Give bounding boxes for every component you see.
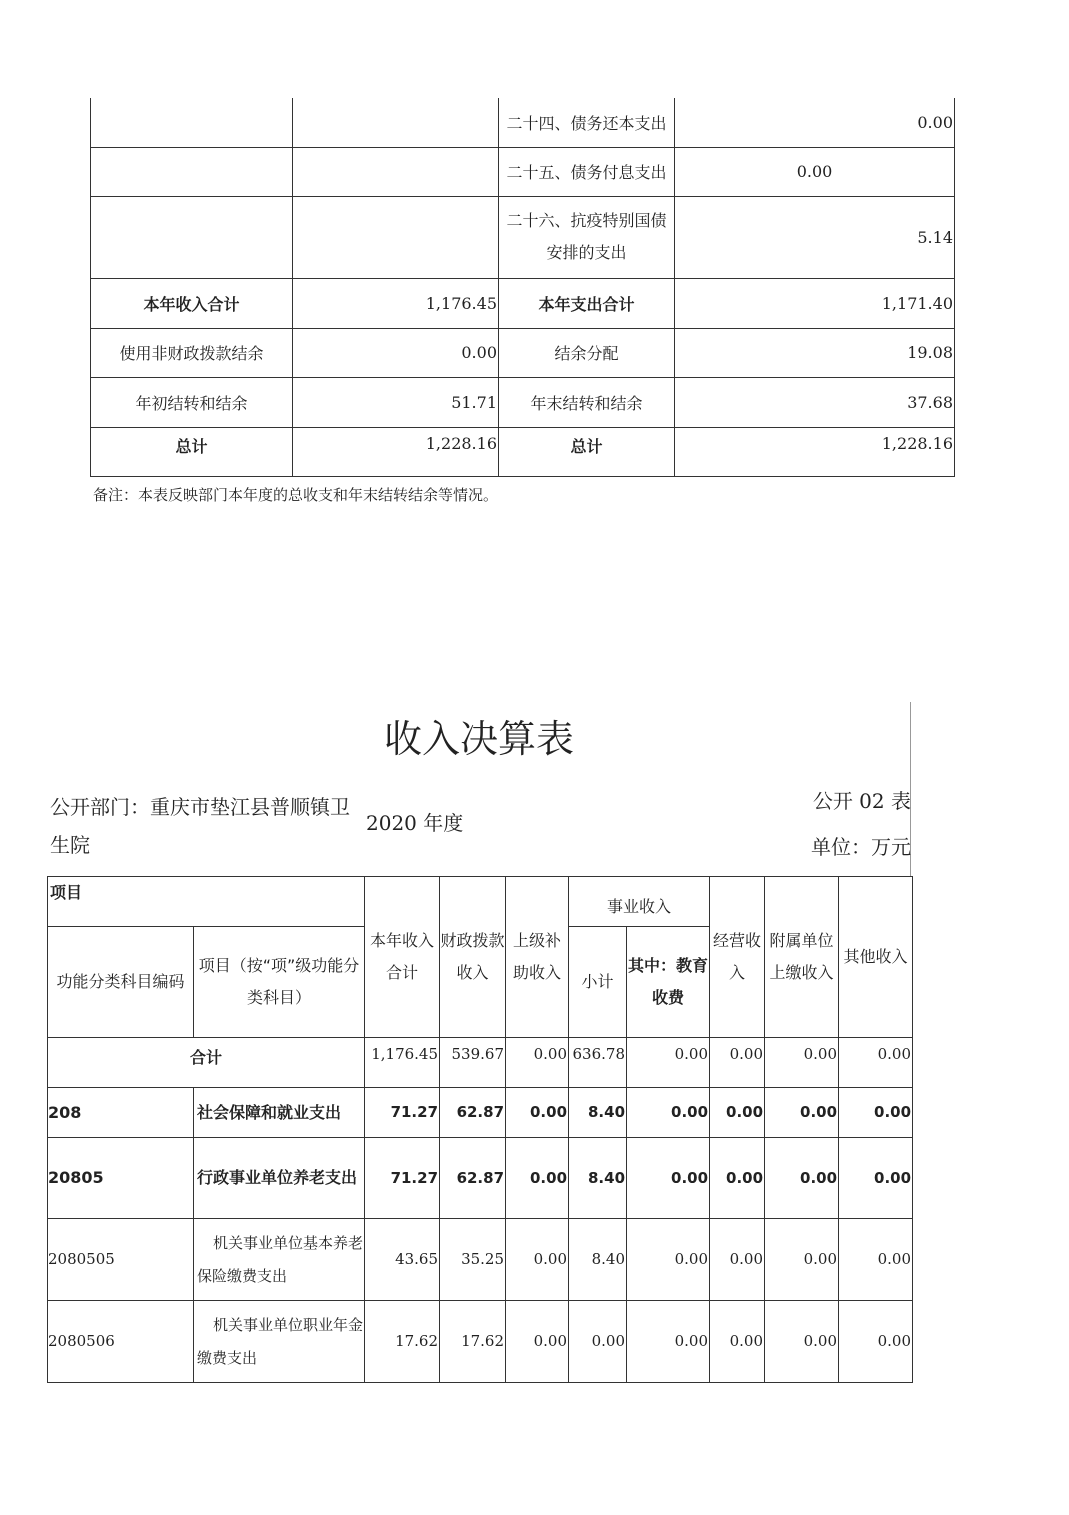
cell: 17.62 <box>365 1301 440 1383</box>
header-other: 其他收入 <box>839 877 913 1038</box>
header-total: 本年收入合计 <box>365 877 440 1038</box>
cell: 0.00 <box>675 98 955 147</box>
total-row <box>48 1038 913 1088</box>
cell: 17.62 <box>440 1301 506 1383</box>
cell: 0.00 <box>506 1038 569 1088</box>
cell: 1,176.45 <box>293 278 499 328</box>
cell <box>293 98 499 147</box>
name-cell: 社会保障和就业支出 <box>194 1088 365 1138</box>
cell: 539.67 <box>440 1038 506 1088</box>
cell: 0.00 <box>710 1219 765 1301</box>
cell: 0.00 <box>710 1038 765 1088</box>
name-cell: 机关事业单位基本养老保险缴费支出 <box>194 1219 365 1301</box>
year-label: 2020 年度 <box>366 811 464 835</box>
cell: 0.00 <box>675 147 955 196</box>
table-row <box>91 278 955 328</box>
cell: 5.14 <box>675 196 955 278</box>
header-project: 项目 <box>48 877 365 927</box>
cell <box>293 147 499 196</box>
header-career-edu: 其中：教育收费 <box>627 927 710 1038</box>
cell: 0.00 <box>765 1219 839 1301</box>
cell: 0.00 <box>506 1138 569 1219</box>
cell: 1,228.16 <box>675 427 955 476</box>
cell: 71.27 <box>365 1138 440 1219</box>
cell: 0.00 <box>506 1219 569 1301</box>
cell: 0.00 <box>839 1301 913 1383</box>
cell: 0.00 <box>765 1038 839 1088</box>
table-row <box>91 328 955 377</box>
cell: 年初结转和结余 <box>91 377 293 427</box>
cell: 51.71 <box>293 377 499 427</box>
code-cell: 208 <box>48 1088 194 1138</box>
cell: 1,171.40 <box>675 278 955 328</box>
header-fiscal: 财政拨款收入 <box>440 877 506 1038</box>
table-row <box>91 196 955 278</box>
cell: 使用非财政拨款结余 <box>91 328 293 377</box>
total-label: 合计 <box>48 1038 365 1088</box>
cell: 0.00 <box>506 1088 569 1138</box>
cell: 0.00 <box>765 1088 839 1138</box>
name-cell: 行政事业单位养老支出 <box>194 1138 365 1219</box>
cell: 62.87 <box>440 1088 506 1138</box>
cell: 结余分配 <box>499 328 675 377</box>
header-superior: 上级补助收入 <box>506 877 569 1038</box>
cell: 0.00 <box>293 328 499 377</box>
table-row <box>48 1088 913 1138</box>
cell: 8.40 <box>569 1219 627 1301</box>
cell: 总计 <box>499 427 675 476</box>
cell: 本年支出合计 <box>499 278 675 328</box>
income-table <box>47 876 913 1383</box>
table-row <box>48 1219 913 1301</box>
cell: 0.00 <box>506 1301 569 1383</box>
cell: 62.87 <box>440 1138 506 1219</box>
page-title: 收入决算表 <box>383 717 574 761</box>
header-career: 事业收入 <box>569 877 710 927</box>
table-number: 公开 02 表 <box>812 789 911 813</box>
cell: 二十五、债务付息支出 <box>499 147 675 196</box>
cell <box>91 196 293 278</box>
cell: 0.00 <box>839 1138 913 1219</box>
cell: 0.00 <box>710 1138 765 1219</box>
summary-table <box>90 98 955 477</box>
cell <box>91 98 293 147</box>
cell: 1,228.16 <box>293 427 499 476</box>
cell: 8.40 <box>569 1088 627 1138</box>
cell: 0.00 <box>627 1138 710 1219</box>
cell: 0.00 <box>765 1301 839 1383</box>
cell: 71.27 <box>365 1088 440 1138</box>
cell: 本年收入合计 <box>91 278 293 328</box>
header-item: 项目（按“项”级功能分类科目） <box>194 927 365 1038</box>
code-cell: 2080505 <box>48 1219 194 1301</box>
cell: 1,176.45 <box>365 1038 440 1088</box>
cell: 636.78 <box>569 1038 627 1088</box>
cell: 19.08 <box>675 328 955 377</box>
cell: 35.25 <box>440 1219 506 1301</box>
cell <box>91 147 293 196</box>
header-affiliated: 附属单位上缴收入 <box>765 877 839 1038</box>
cell: 0.00 <box>710 1301 765 1383</box>
cell: 0.00 <box>569 1301 627 1383</box>
cell: 二十四、债务还本支出 <box>499 98 675 147</box>
cell: 43.65 <box>365 1219 440 1301</box>
table-row <box>91 147 955 196</box>
department-label: 公开部门：重庆市垫江县普顺镇卫生院 <box>50 795 350 857</box>
table-row <box>91 377 955 427</box>
table-row <box>91 427 955 476</box>
table-note: 备注：本表反映部门本年度的总收支和年末结转结余等情况。 <box>93 486 499 504</box>
table-row <box>48 1301 913 1383</box>
code-cell: 20805 <box>48 1138 194 1219</box>
table-row <box>48 1138 913 1219</box>
name-cell: 机关事业单位职业年金缴费支出 <box>194 1301 365 1383</box>
cell: 0.00 <box>627 1219 710 1301</box>
header-career-subtotal: 小计 <box>569 927 627 1038</box>
cell: 0.00 <box>710 1088 765 1138</box>
cell: 8.40 <box>569 1138 627 1219</box>
cell: 二十六、抗疫特别国债安排的支出 <box>499 196 675 278</box>
code-cell: 2080506 <box>48 1301 194 1383</box>
table-row <box>91 98 955 147</box>
cell: 0.00 <box>627 1038 710 1088</box>
cell: 0.00 <box>839 1038 913 1088</box>
header-code: 功能分类科目编码 <box>48 927 194 1038</box>
unit-label: 单位：万元 <box>811 835 911 859</box>
cell: 0.00 <box>627 1088 710 1138</box>
header-row <box>48 877 913 927</box>
cell: 0.00 <box>765 1138 839 1219</box>
cell: 0.00 <box>839 1219 913 1301</box>
cell: 总计 <box>91 427 293 476</box>
header-operation: 经营收入 <box>710 877 765 1038</box>
cell: 0.00 <box>839 1088 913 1138</box>
cell <box>293 196 499 278</box>
cell: 37.68 <box>675 377 955 427</box>
cell: 年末结转和结余 <box>499 377 675 427</box>
cell: 0.00 <box>627 1301 710 1383</box>
